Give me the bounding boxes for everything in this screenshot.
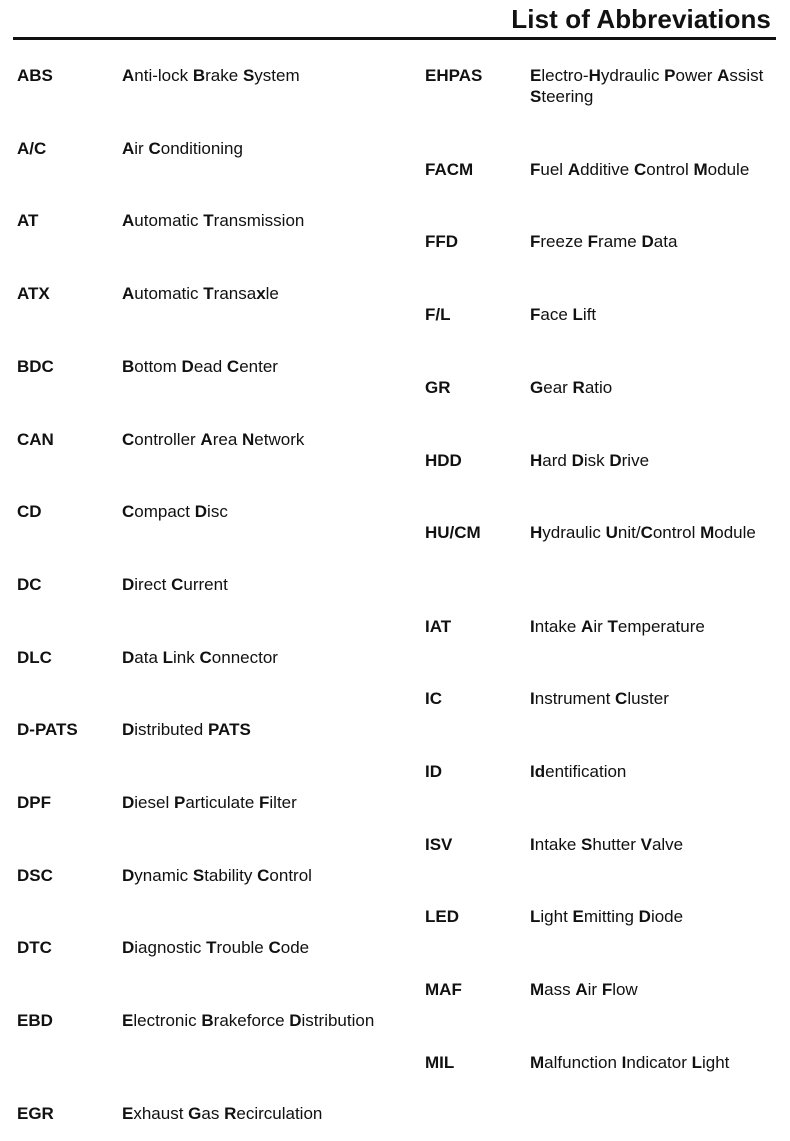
- abbreviation-definition: Compact Disc: [122, 502, 228, 521]
- abbreviation-term: ID: [425, 762, 442, 781]
- abbreviation-term: GR: [425, 378, 451, 397]
- abbreviation-term: BDC: [17, 357, 54, 376]
- abbreviation-definition: Hydraulic Unit/Control Module: [530, 523, 756, 542]
- abbreviation-definition: Exhaust Gas Recirculation: [122, 1104, 323, 1123]
- abbreviation-term: D-PATS: [17, 720, 78, 739]
- abbreviation-definition: Light Emitting Diode: [530, 907, 684, 926]
- abbreviation-term: F/L: [425, 305, 451, 324]
- abbreviation-term: HU/CM: [425, 523, 481, 542]
- abbreviation-term: DC: [17, 575, 42, 594]
- abbreviation-definition: Face Lift: [530, 305, 597, 324]
- abbreviation-definition: Mass Air Flow: [530, 980, 638, 999]
- abbreviation-definition: Direct Current: [122, 575, 228, 594]
- abbreviation-definition: Bottom Dead Center: [122, 357, 278, 376]
- abbreviation-term: ATX: [17, 284, 50, 303]
- abbreviation-term: AT: [17, 211, 39, 230]
- abbreviation-column-left: [17, 0, 375, 1141]
- abbreviation-definition: Freeze Frame Data: [530, 232, 678, 251]
- abbreviation-term: IAT: [425, 617, 452, 636]
- abbreviation-definition: Automatic Transaxle: [122, 284, 279, 303]
- abbreviation-definition: Anti-lock Brake System: [122, 66, 300, 85]
- abbreviation-term: ISV: [425, 835, 453, 854]
- abbreviation-term: LED: [425, 907, 459, 926]
- abbreviation-term: EHPAS: [425, 66, 483, 85]
- abbreviation-definition: Data Link Connector: [122, 648, 278, 667]
- abbreviation-definition: Instrument Cluster: [530, 689, 669, 708]
- abbreviation-term: DTC: [17, 938, 52, 957]
- abbreviation-definition: Air Conditioning: [122, 139, 243, 158]
- abbreviation-definition: Automatic Transmission: [122, 211, 305, 230]
- title-divider: [13, 37, 776, 40]
- abbreviation-term: CD: [17, 502, 42, 521]
- abbreviation-definition: Malfunction Indicator Light: [530, 1053, 730, 1072]
- abbreviation-term: HDD: [425, 451, 462, 470]
- abbreviation-term: EBD: [17, 1011, 53, 1030]
- abbreviation-definition: Electronic Brakeforce Distribution: [122, 1011, 375, 1030]
- page-title: List of Abbreviations: [511, 4, 771, 34]
- abbreviation-term: EGR: [17, 1104, 54, 1123]
- abbreviation-definition: Fuel Additive Control Module: [530, 160, 750, 179]
- abbreviation-definition: Intake Air Temperature: [530, 617, 705, 636]
- abbreviation-definition: Controller Area Network: [122, 430, 305, 449]
- abbreviation-term: CAN: [17, 430, 54, 449]
- abbreviation-definition: Hard Disk Drive: [530, 451, 650, 470]
- abbreviation-term: ABS: [17, 66, 53, 85]
- abbreviation-term: MAF: [425, 980, 462, 999]
- abbreviation-term: DPF: [17, 793, 51, 812]
- abbreviation-definition: Diagnostic Trouble Code: [122, 938, 310, 957]
- abbreviation-definition: Dynamic Stability Control: [122, 866, 312, 885]
- abbreviation-definition: Gear Ratio: [530, 378, 613, 397]
- abbreviation-term: DLC: [17, 648, 52, 667]
- abbreviation-term: MIL: [425, 1053, 455, 1072]
- abbreviation-term: FFD: [425, 232, 459, 251]
- abbreviation-term: A/C: [17, 139, 47, 158]
- abbreviation-definition: Intake Shutter Valve: [530, 835, 684, 854]
- abbreviation-term: IC: [425, 689, 442, 708]
- abbreviation-term: FACM: [425, 160, 474, 179]
- abbreviation-term: DSC: [17, 866, 53, 885]
- abbreviation-definition: Distributed PATS: [122, 720, 251, 739]
- abbreviation-definition: Electro-Hydraulic Power Assist Steering: [530, 66, 764, 106]
- abbreviation-definition: Identification: [530, 762, 627, 781]
- abbreviation-definition: Diesel Particulate Filter: [122, 793, 297, 812]
